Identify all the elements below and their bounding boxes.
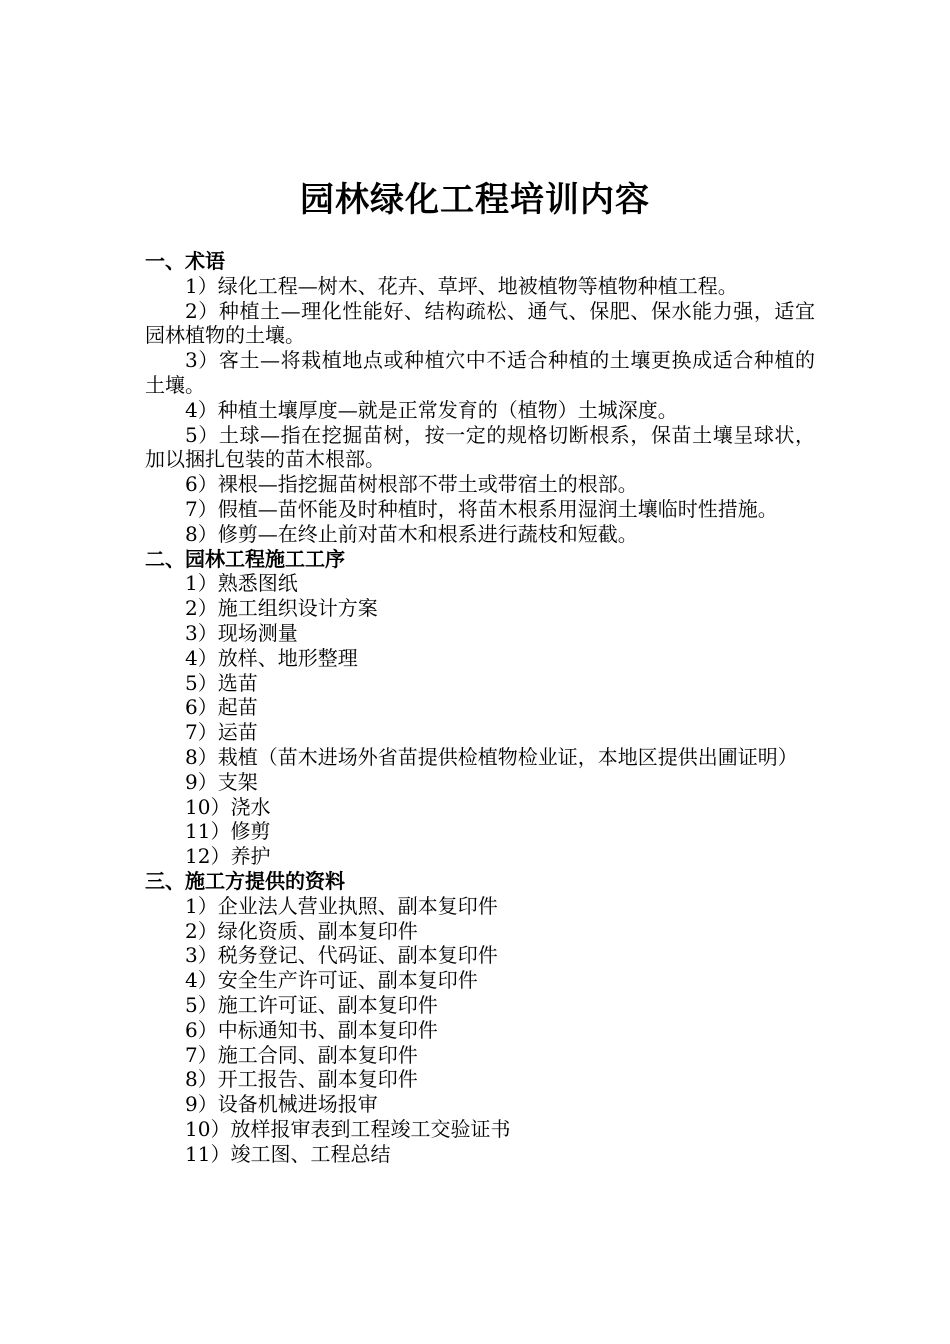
page-title: 园林绿化工程培训内容 [300, 180, 650, 220]
list-item: 9）支架 [185, 769, 258, 794]
list-item: 5）选苗 [185, 670, 258, 695]
list-item: 10）浇水 [185, 794, 271, 819]
list-item: 7）假植—苗怀能及时种植时，将苗木根系用湿润土壤临时性措施。 [185, 496, 778, 521]
section-heading: 一、术语 [145, 249, 225, 273]
list-item: 6）裸根—指挖掘苗树根部不带土或带宿土的根部。 [185, 472, 638, 497]
list-item: 7）施工合同、副本复印件 [185, 1042, 418, 1067]
section-heading: 三、施工方提供的资料 [145, 868, 345, 893]
list-item: 1）绿化工程—树木、花卉、草坪、地被植物等植物种植工程。 [185, 273, 738, 298]
list-item: 5）施工许可证、副本复印件 [185, 992, 438, 1017]
section-heading: 二、园林工程施工工序 [145, 546, 345, 571]
list-item: 11）竣工图、工程总结 [185, 1141, 391, 1166]
document-body [145, 249, 815, 1166]
list-item: 3）税务登记、代码证、副本复印件 [185, 943, 498, 968]
list-item: 6）起苗 [185, 695, 258, 720]
list-item: 2）种植土—理化性能好、结构疏松、通气、保肥、保水能力强，适宜园林植物的土壤。 [145, 298, 815, 348]
list-item: 4）安全生产许可证、副本复印件 [185, 968, 478, 993]
list-item: 8）开工报告、副本复印件 [185, 1067, 418, 1092]
list-item: 3）客土—将栽植地点或种植穴中不适合种植的土壤更换成适合种植的土壤。 [145, 348, 815, 397]
list-item: 12）养护 [185, 844, 271, 869]
list-item: 1）熟悉图纸 [185, 571, 298, 596]
list-item: 4）种植土壤厚度—就是正常发育的（植物）土城深度。 [185, 397, 678, 422]
list-item: 2）绿化资质、副本复印件 [185, 918, 418, 943]
list-item: 7）运苗 [185, 720, 258, 745]
list-item: 8）栽植（苗木进场外省苗提供检植物检业证，本地区提供出圃证明） [185, 744, 798, 769]
list-item: 9）设备机械进场报审 [185, 1092, 378, 1117]
list-item: 11）修剪 [185, 819, 271, 844]
list-item: 2）施工组织设计方案 [185, 596, 378, 621]
list-item: 5）土球—指在挖掘苗树，按一定的规格切断根系，保苗土壤呈球状，加以捆扎包装的苗木根部。 [145, 422, 815, 472]
list-item: 10）放样报审表到工程竣工交验证书 [185, 1116, 511, 1141]
list-item: 8）修剪—在终止前对苗木和根系进行蔬枝和短截。 [185, 521, 638, 546]
list-item: 4）放样、地形整理 [185, 645, 358, 670]
list-item: 1）企业法人营业执照、副本复印件 [185, 893, 498, 918]
list-item: 6）中标通知书、副本复印件 [185, 1017, 438, 1042]
list-item: 3）现场测量 [185, 620, 298, 645]
